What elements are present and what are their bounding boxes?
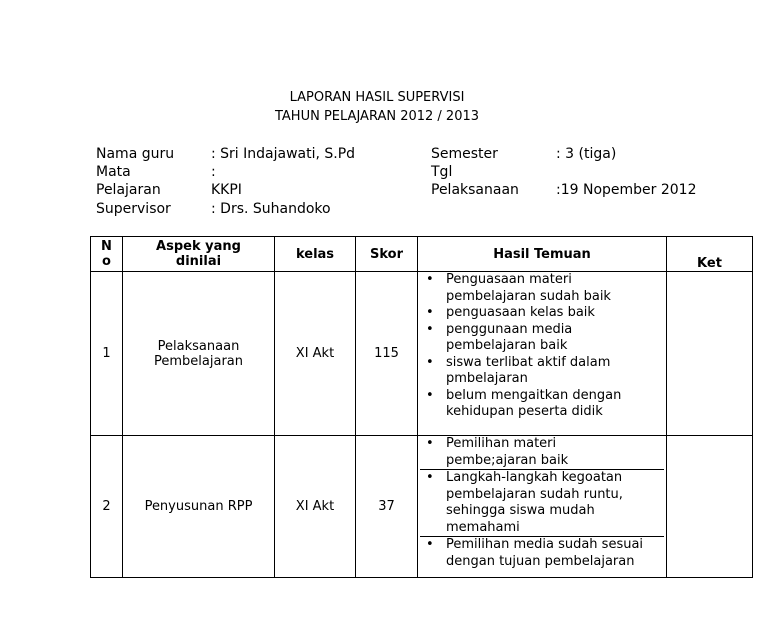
finding-line: memahami	[446, 519, 520, 535]
finding-line: pembelajaran baik	[446, 338, 568, 353]
finding-item	[420, 272, 664, 305]
row1-aspek-line2: Pembelajaran	[154, 353, 243, 369]
finding-line: • Pemilihan materi	[446, 436, 557, 451]
finding-item	[420, 436, 664, 469]
row1-findings	[418, 272, 667, 436]
label-supervisor: Supervisor	[96, 201, 171, 217]
row2-no: 2	[91, 436, 123, 578]
finding-line: • Penguasaan materi	[446, 272, 572, 287]
finding-item	[420, 305, 664, 322]
value-pelaksanaan: :19 Nopember 2012	[556, 182, 697, 198]
header-skor: Skor	[356, 237, 418, 272]
value-supervisor: : Drs. Suhandoko	[211, 201, 331, 217]
label-pelajaran: Pelajaran	[96, 182, 161, 198]
table-header-row	[91, 237, 753, 272]
finding-item	[420, 470, 664, 536]
finding-line: dengan tujuan pembelajaran	[446, 553, 635, 569]
label-semester: Semester	[431, 146, 498, 162]
finding-list	[420, 537, 664, 570]
header-aspek	[123, 237, 275, 272]
row1-kelas: XI Akt	[275, 272, 356, 436]
row2-aspek: Penyusunan RPP	[123, 436, 275, 578]
finding-line: • siswa terlibat aktif dalam	[446, 354, 611, 370]
label-mata: Mata	[96, 164, 131, 180]
finding-line: • Pemilihan media sudah sesuai	[446, 537, 644, 552]
finding-item	[420, 537, 664, 570]
finding-line: pmbelajaran	[446, 371, 528, 386]
header-kelas: kelas	[275, 237, 356, 272]
finding-subcell	[420, 537, 664, 570]
header-aspek-line1: Aspek yang	[156, 239, 241, 254]
table-row	[91, 272, 753, 436]
finding-line: • belum mengaitkan dengan	[446, 387, 622, 403]
finding-subcell	[420, 436, 664, 470]
finding-list	[420, 470, 664, 536]
label-tgl: Tgl	[431, 164, 453, 180]
header-hasil: Hasil Temuan	[418, 237, 667, 272]
row1-ket	[667, 272, 753, 436]
row2-findings	[418, 436, 667, 578]
value-nama-guru: : Sri Indajawati, S.Pd	[211, 146, 356, 162]
finding-line: • Langkah-langkah kegoatan	[446, 470, 623, 485]
finding-item	[420, 355, 664, 388]
row1-findings-list	[420, 272, 664, 421]
header-no-line2: o	[102, 254, 111, 269]
finding-line: sehingga siswa mudah	[446, 503, 595, 518]
header-no	[91, 237, 123, 272]
row2-skor: 37	[356, 436, 418, 578]
colon-mata: :	[211, 164, 216, 180]
finding-list	[420, 436, 664, 469]
finding-line: • penguasaan kelas baik	[446, 305, 595, 320]
row2-kelas: XI Akt	[275, 436, 356, 578]
finding-subcell	[420, 470, 664, 537]
supervision-table	[90, 236, 753, 578]
label-nama-guru: Nama guru	[96, 146, 175, 162]
row1-no: 1	[91, 272, 123, 436]
report-title: LAPORAN HASIL SUPERVISI	[289, 90, 465, 105]
finding-line: kehidupan peserta didik	[446, 404, 603, 419]
row1-aspek-line1: Pelaksanaan	[157, 338, 240, 354]
header-no-line1: N	[101, 239, 112, 254]
row1-skor: 115	[356, 272, 418, 436]
row2-ket	[667, 436, 753, 578]
label-pelaksanaan: Pelaksanaan	[431, 182, 519, 198]
finding-line: pembelajaran sudah runtu,	[446, 486, 623, 502]
finding-item	[420, 322, 664, 355]
header-ket: Ket	[667, 237, 753, 272]
finding-line: pembelajaran sudah baik	[446, 288, 611, 304]
row1-aspek	[123, 272, 275, 436]
finding-line: • penggunaan media	[446, 321, 573, 337]
value-semester: : 3 (tiga)	[556, 146, 617, 162]
header-aspek-line2: dinilai	[175, 254, 222, 269]
finding-item	[420, 388, 664, 421]
value-pelajaran: KKPI	[211, 182, 242, 198]
finding-line: pembe;ajaran baik	[446, 452, 569, 468]
table-row	[91, 436, 753, 578]
report-subtitle: TAHUN PELAJARAN 2012 / 2013	[274, 109, 480, 124]
